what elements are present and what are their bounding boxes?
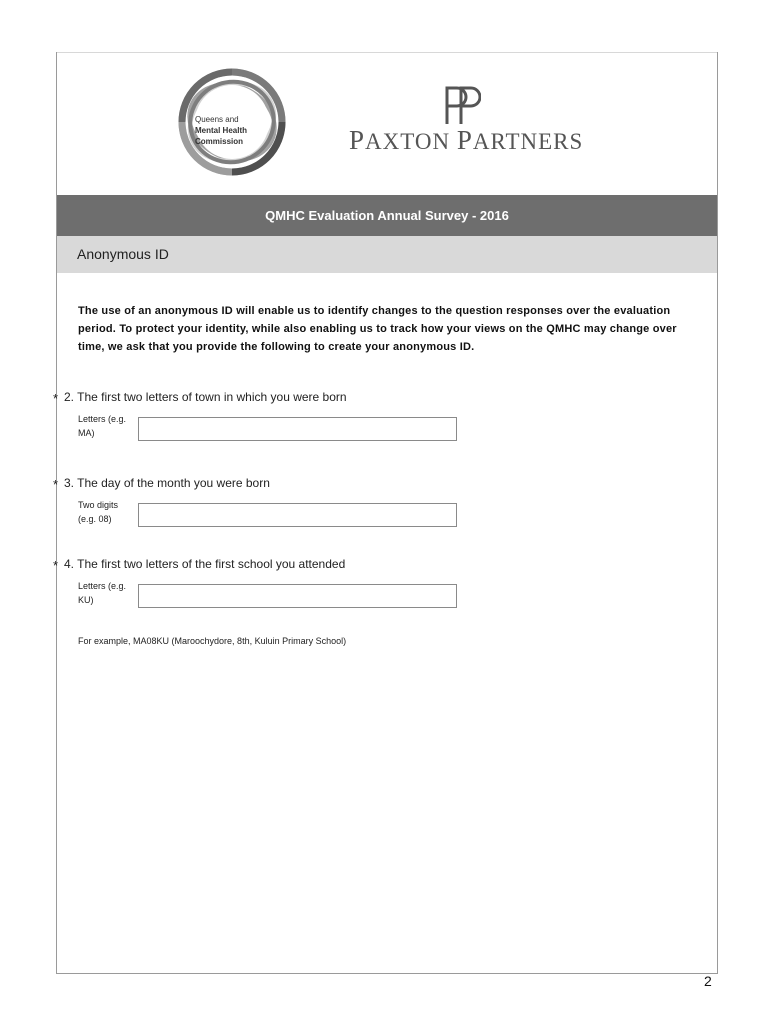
question-text: 2. The first two letters of town in which you were born (64, 390, 347, 404)
required-asterisk: * (53, 477, 59, 492)
qmhc-logo-line-3: Commission (195, 137, 244, 146)
logo-word-2: ARTNERS (472, 129, 584, 154)
input-label: Letters (e.g. KU) (78, 581, 127, 605)
section-title: Anonymous ID (57, 236, 717, 273)
paxton-partners-logo (349, 125, 583, 156)
question-text: 4. The first two letters of the first school you attended (64, 557, 346, 571)
page-number: 2 (704, 973, 712, 989)
required-asterisk: * (53, 391, 59, 406)
question-text: 3. The day of the month you were born (64, 476, 270, 490)
qmhc-logo-line-2: Mental Health (195, 126, 248, 135)
survey-page (53, 52, 718, 974)
paxton-partners-mark-icon (441, 84, 481, 126)
birth-day-digits-input[interactable] (138, 503, 457, 527)
required-asterisk: * (53, 558, 59, 573)
survey-title: QMHC Evaluation Annual Survey - 2016 (57, 195, 717, 236)
logo-word-1: AXTON (365, 129, 451, 154)
qmhc-logo-text (195, 114, 247, 147)
logo-initial-2: P (456, 125, 473, 155)
intro-paragraph: The use of an anonymous ID will enable us to identify changes to the question responses over the evaluation period. To protect your identity, while also enabling us to track how your views on the QMHC may change over time, we ask that you provide the following to create your anonymous ID. (78, 305, 677, 353)
example-text: For example, MA08KU (Maroochydore, 8th, Kuluin Primary School) (78, 636, 347, 646)
logo-initial-1: P (349, 125, 366, 155)
first-school-letters-input[interactable] (138, 584, 457, 608)
input-label: Two digits (e.g. 08) (78, 500, 119, 524)
logo-header (57, 52, 717, 195)
birth-town-letters-input[interactable] (138, 417, 457, 441)
input-label: Letters (e.g. MA) (78, 414, 127, 438)
qmhc-logo-line-1: Queens and (195, 115, 239, 124)
